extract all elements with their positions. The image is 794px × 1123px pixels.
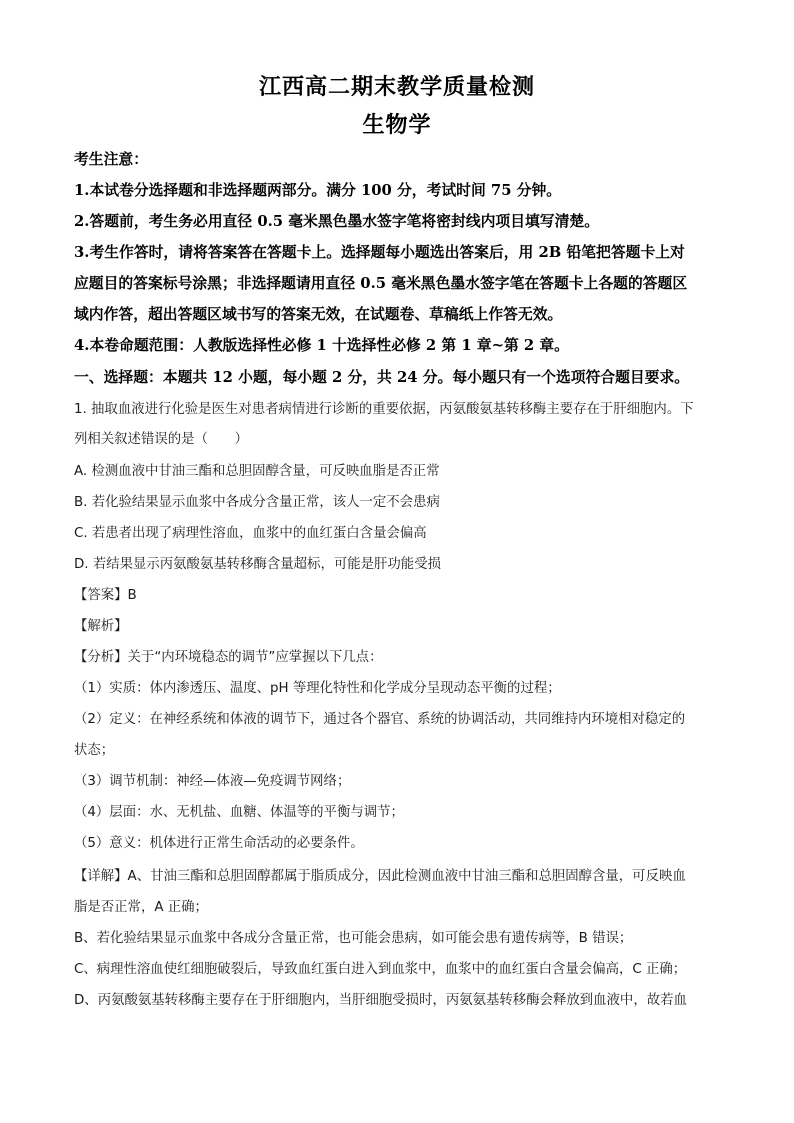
detail-line: B、若化验结果显示血浆中各成分含量正常，也可能会患病，如可能会患有遗传病等，B 错误； bbox=[74, 931, 633, 946]
analysis-line: （5）意义：机体进行正常生命活动的必要条件。 bbox=[74, 836, 364, 851]
question-stem: 1. 抽取血液进行化验是医生对患者病情进行诊断的重要依据，丙氨酸氨基转移酶主要存在于肝细胞内。下 bbox=[74, 402, 694, 417]
notice-item: 域内作答，超出答题区域书写的答案无效，在试题卷、草稿纸上作答无效。 bbox=[74, 306, 563, 323]
notice-item: 2.答题前，考生务必用直径 0.5 毫米黑色墨水签字笔将密封线内项目填写清楚。 bbox=[74, 213, 599, 230]
option-b: B. 若化验结果显示血浆中各成分含量正常，该人一定不会患病 bbox=[74, 495, 440, 510]
section-heading: 一、选择题：本题共 12 小题，每小题 2 分，共 24 分。每小题只有一个选项符合题目要求。 bbox=[74, 369, 690, 386]
option-a: A. 检测血液中甘油三酯和总胆固醇含量，可反映血脂是否正常 bbox=[74, 464, 440, 479]
notice-item: 3.考生作答时，请将答案答在答题卡上。选择题每小题选出答案后，用 2B 铅笔把答题卡上对 bbox=[74, 244, 685, 261]
option-c: C. 若患者出现了病理性溶血，血浆中的血红蛋白含量会偏高 bbox=[74, 526, 427, 541]
analysis-line: （4）层面：水、无机盐、血糖、体温等的平衡与调节； bbox=[74, 805, 404, 820]
notice-item: 应题目的答案标号涂黑；非选择题请用直径 0.5 毫米黑色墨水签字笔在答题卡上各题的答题区 bbox=[74, 275, 688, 292]
analysis-label: 【解析】 bbox=[74, 619, 128, 634]
analysis-line: 状态； bbox=[74, 743, 115, 758]
detail-line: 【详解】A、甘油三酯和总胆固醇都属于脂质成分，因此检测血液中甘油三酯和总胆固醇含量，可反映血 bbox=[74, 869, 686, 884]
analysis-line: （2）定义：在神经系统和体液的调节下，通过各个器官、系统的协调活动，共同维持内环境相对稳定的 bbox=[74, 712, 686, 727]
question-stem: 列相关叙述错误的是（ ） bbox=[74, 432, 249, 447]
answer-line: 【答案】B bbox=[74, 588, 137, 603]
notice-item: 1.本试卷分选择题和非选择题两部分。满分 100 分，考试时间 75 分钟。 bbox=[74, 182, 562, 199]
detail-line: C、病理性溶血使红细胞破裂后，导致血红蛋白进入到血浆中，血浆中的血红蛋白含量会偏高，C 正确； bbox=[74, 962, 687, 977]
notice-heading: 考生注意： bbox=[74, 151, 148, 168]
notice-item: 4.本卷命题范围：人教版选择性必修 1 十选择性必修 2 第 1 章~第 2 章。 bbox=[74, 337, 569, 354]
detail-line: D、丙氨酸氨基转移酶主要存在于肝细胞内，当肝细胞受损时，丙氨氨基转移酶会释放到血液中，故若血 bbox=[74, 993, 687, 1008]
subject-title: 生物学 bbox=[362, 112, 432, 138]
option-d: D. 若结果显示丙氨酸氨基转移酶含量超标，可能是肝功能受损 bbox=[74, 557, 441, 572]
detail-line: 脂是否正常，A 正确； bbox=[74, 900, 208, 915]
analysis-line: （1）实质：体内渗透压、温度、pH 等理化特性和化学成分呈现动态平衡的过程； bbox=[74, 681, 561, 696]
analysis-line: 【分析】关于“内环境稳态的调节”应掌握以下几点： bbox=[74, 650, 383, 665]
exam-title: 江西高二期末教学质量检测 bbox=[258, 74, 535, 100]
analysis-line: （3）调节机制：神经—体液—免疫调节网络； bbox=[74, 774, 351, 789]
